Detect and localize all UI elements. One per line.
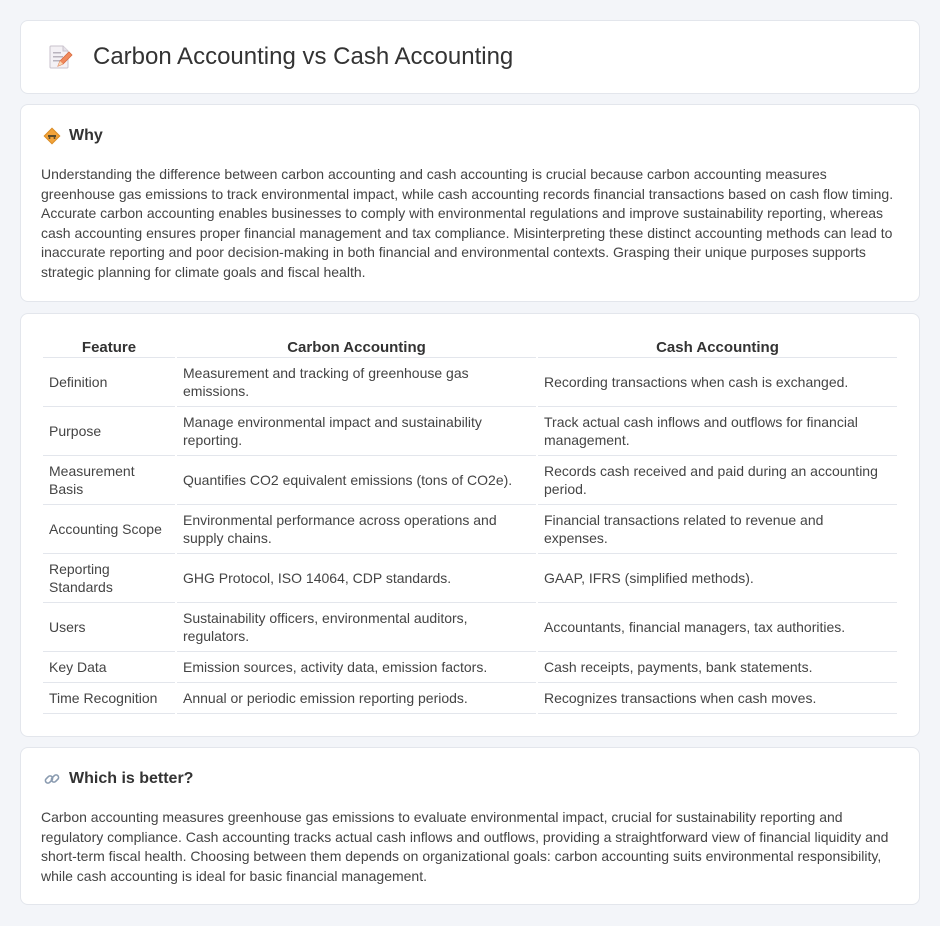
table-row xyxy=(43,652,897,683)
table-cell: Accounting Scope xyxy=(43,505,175,554)
table-cell: Recognizes transactions when cash moves. xyxy=(538,683,897,714)
diamond-sign-icon xyxy=(43,127,61,145)
table-header-feature: Feature xyxy=(43,336,175,358)
table-row xyxy=(43,456,897,505)
table-cell: Environmental performance across operations and supply chains. xyxy=(177,505,536,554)
comparison-card xyxy=(20,313,920,737)
better-title: Which is better? xyxy=(69,770,194,787)
title-row xyxy=(47,43,513,71)
why-title: Why xyxy=(69,127,103,144)
table-cell: Purpose xyxy=(43,407,175,456)
table-header-row xyxy=(43,336,897,358)
table-cell: Emission sources, activity data, emission factors. xyxy=(177,652,536,683)
table-cell: Annual or periodic emission reporting periods. xyxy=(177,683,536,714)
table-cell: Time Recognition xyxy=(43,683,175,714)
table-header-carbon: Carbon Accounting xyxy=(177,336,536,358)
table-row xyxy=(43,603,897,652)
why-section xyxy=(20,104,920,302)
table-cell: GAAP, IFRS (simplified methods). xyxy=(538,554,897,603)
document-edit-icon xyxy=(47,43,73,71)
better-section xyxy=(20,747,920,905)
table-row xyxy=(43,554,897,603)
table-cell: Users xyxy=(43,603,175,652)
table-row xyxy=(43,358,897,407)
table-cell: Sustainability officers, environmental auditors, regulators. xyxy=(177,603,536,652)
table-row xyxy=(43,683,897,714)
table-cell: Measurement and tracking of greenhouse gas emissions. xyxy=(177,358,536,407)
table-cell: Records cash received and paid during an accounting period. xyxy=(538,456,897,505)
why-text: Understanding the difference between carbon accounting and cash accounting is crucial because carbon accounting measures greenhouse gas emissions to track environmental impact, while cash accounting records financial transactions based on cash flow timing. Accurate carbon accounting enables businesses to comply with environmental regulations and improve sustainability reporting, whereas cash accounting ensures proper financial management and tax compliance. Misinterpreting these distinct accounting methods can lead to inaccurate reporting and poor decision-making in both financial and environmental contexts. Grasping their unique purposes supports strategic planning for climate goals and fiscal health. xyxy=(41,166,894,280)
table-cell: Financial transactions related to revenue and expenses. xyxy=(538,505,897,554)
better-text: Carbon accounting measures greenhouse gas emissions to evaluate environmental impact, crucial for sustainability reporting and regulatory compliance. Cash accounting tracks actual cash inflows and outflows, providing a straightforward view of financial liquidity and short-term fiscal health. Choosing between them depends on organizational goals: carbon accounting suits environmental responsibility, while cash accounting is ideal for basic financial management. xyxy=(41,809,889,884)
table-cell: Cash receipts, payments, bank statements. xyxy=(538,652,897,683)
title-card xyxy=(20,20,920,94)
table-header-cash: Cash Accounting xyxy=(538,336,897,358)
table-cell: Accountants, financial managers, tax authorities. xyxy=(538,603,897,652)
table-cell: GHG Protocol, ISO 14064, CDP standards. xyxy=(177,554,536,603)
why-heading xyxy=(43,127,103,145)
table-cell: Quantifies CO2 equivalent emissions (tons of CO2e). xyxy=(177,456,536,505)
table-cell: Track actual cash inflows and outflows for financial management. xyxy=(538,407,897,456)
table-cell: Measurement Basis xyxy=(43,456,175,505)
table-cell: Definition xyxy=(43,358,175,407)
table-cell: Recording transactions when cash is exchanged. xyxy=(538,358,897,407)
better-heading xyxy=(43,770,193,788)
link-icon xyxy=(43,770,61,788)
table-row xyxy=(43,505,897,554)
table-cell: Reporting Standards xyxy=(43,554,175,603)
table-cell: Manage environmental impact and sustainability reporting. xyxy=(177,407,536,456)
table-cell: Key Data xyxy=(43,652,175,683)
comparison-table xyxy=(41,336,899,714)
page-title: Carbon Accounting vs Cash Accounting xyxy=(93,43,514,70)
table-row xyxy=(43,407,897,456)
